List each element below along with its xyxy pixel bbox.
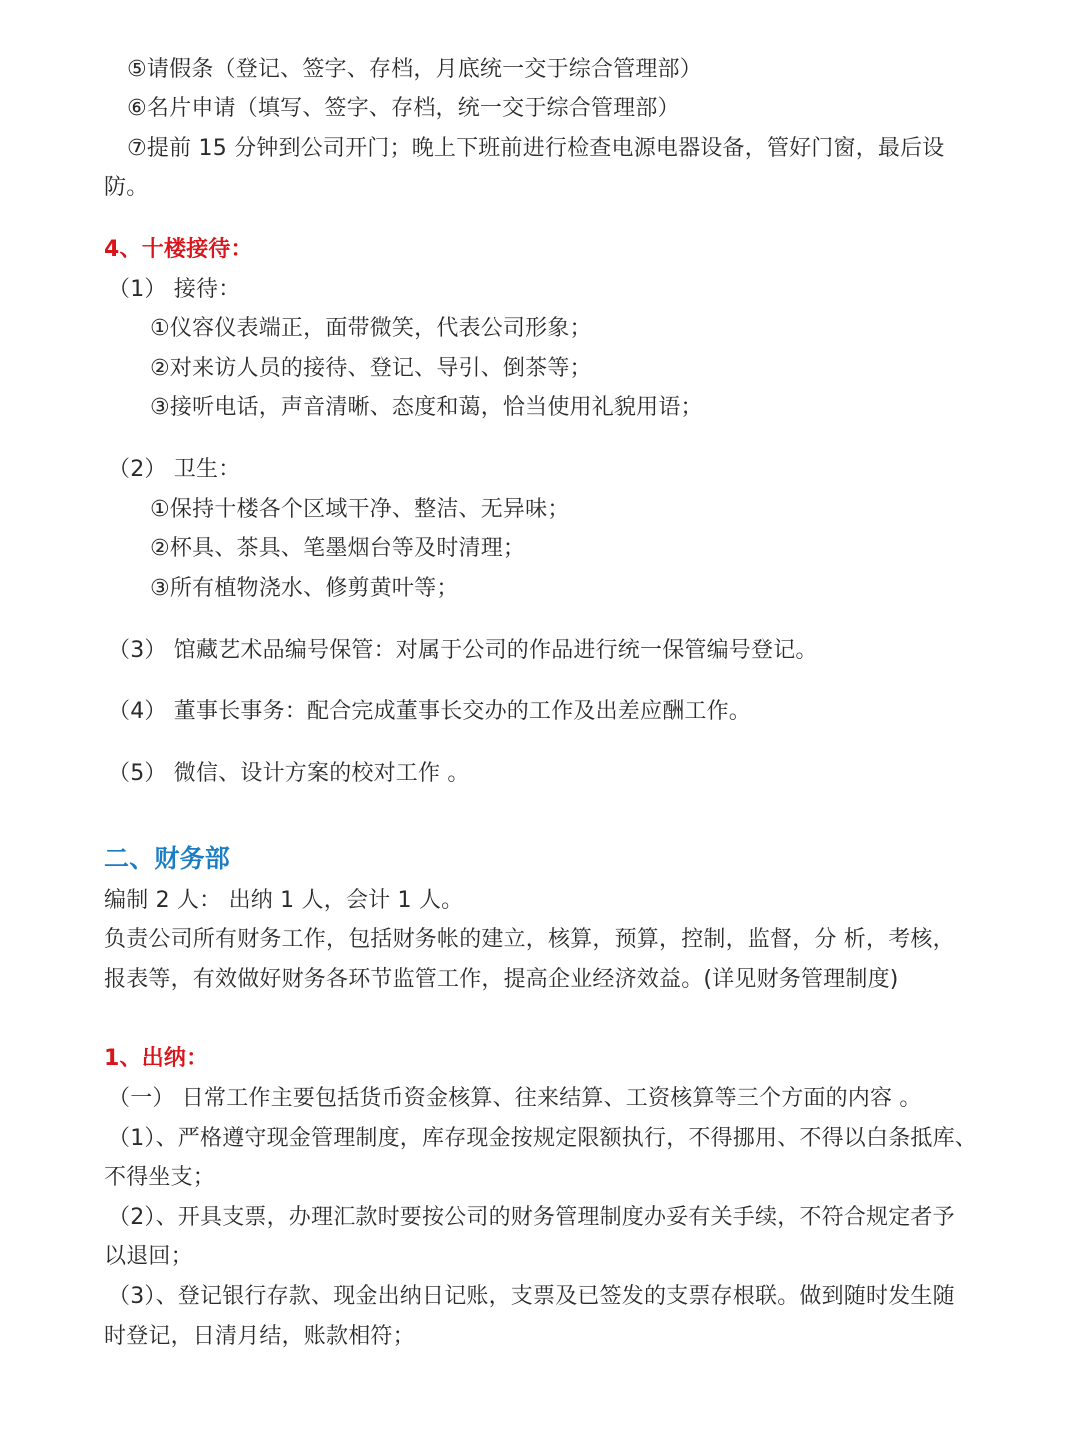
description-line: 报表等，有效做好财务各环节监管工作，提高企业经济效益。(详见财务管理制度) <box>104 967 899 992</box>
list-item-continuation: 防。 <box>104 175 149 200</box>
subsection-item: （4） 董事长事务：配合完成董事长交办的工作及出差应酬工作。 <box>108 699 751 724</box>
list-item: ③所有植物浇水、修剪黄叶等； <box>150 576 459 601</box>
list-item: （1）、严格遵守现金管理制度，库存现金按规定限额执行，不得挪用、不得以白条抵库、 <box>108 1126 977 1151</box>
department-heading: 二、财务部 <box>104 844 231 873</box>
list-item: ①保持十楼各个区域干净、整洁、无异味； <box>150 497 570 522</box>
section-heading: 1、出纳： <box>104 1046 209 1071</box>
list-item: ②对来访人员的接待、登记、导引、倒茶等； <box>150 356 592 381</box>
staffing-text: 编制 2 人： 出纳 1 人，会计 1 人。 <box>104 888 464 913</box>
list-item: ⑥名片申请（填写、签字、存档，统一交于综合管理部） <box>127 96 680 121</box>
subsection-title: （2） 卫生： <box>108 457 241 482</box>
subsection-title: （1） 接待： <box>108 277 241 302</box>
list-item: （3）、登记银行存款、现金出纳日记账，支票及已签发的支票存根联。做到随时发生随 <box>108 1284 955 1309</box>
subsection-item: （5） 微信、设计方案的校对工作 。 <box>108 761 470 786</box>
subsection-item: （3） 馆藏艺术品编号保管：对属于公司的作品进行统一保管编号登记。 <box>108 638 818 663</box>
list-item: ③接听电话，声音清晰、态度和蔼，恰当使用礼貌用语； <box>150 395 703 420</box>
list-item: （一） 日常工作主要包括货币资金核算、往来结算、工资核算等三个方面的内容 。 <box>108 1086 922 1111</box>
section-heading: 4、十楼接待： <box>104 237 253 262</box>
description-line: 负责公司所有财务工作，包括财务帐的建立，核算，预算，控制，监督，分 析，考核， <box>104 927 955 952</box>
list-item: ①仪容仪表端正，面带微笑，代表公司形象； <box>150 316 592 341</box>
list-item: （2）、开具支票，办理汇款时要按公司的财务管理制度办妥有关手续，不符合规定者予 <box>108 1205 955 1230</box>
list-item: ②杯具、茶具、笔墨烟台等及时清理； <box>150 536 526 561</box>
list-item-continuation: 时登记，日清月结，账款相符； <box>104 1324 415 1349</box>
list-item: ⑤请假条（登记、签字、存档，月底统一交于综合管理部） <box>127 57 702 82</box>
list-item: ⑦提前 15 分钟到公司开门；晚上下班前进行检查电源电器设备，管好门窗，最后设 <box>127 136 945 161</box>
list-item-continuation: 不得坐支； <box>104 1165 216 1190</box>
list-item-continuation: 以退回； <box>104 1244 193 1269</box>
